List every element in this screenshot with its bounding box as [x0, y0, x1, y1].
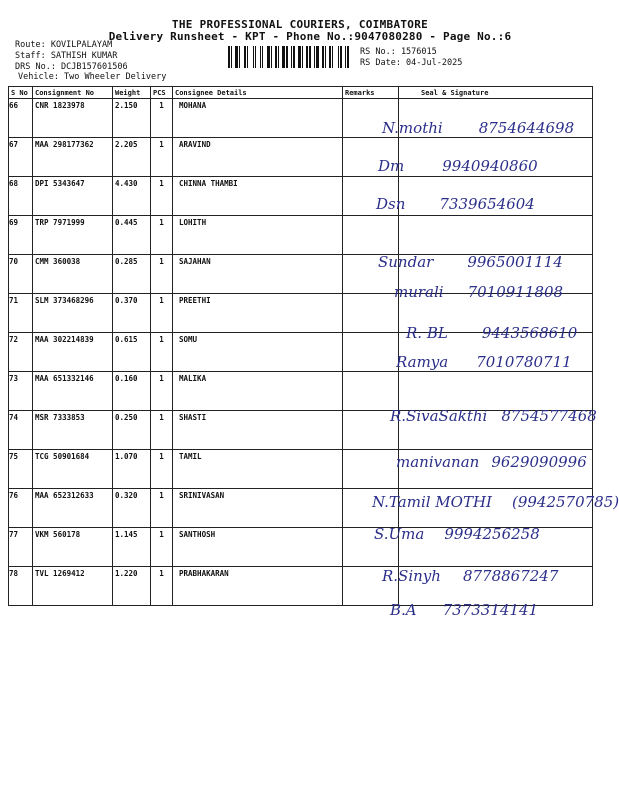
cell-pcs: 1: [151, 411, 173, 450]
cell-remarks: [343, 177, 399, 216]
cell-weight: 0.370: [113, 294, 151, 333]
cell-consignment: MAA 302214839: [33, 333, 113, 372]
cell-consignment: CNR 1823978: [33, 99, 113, 138]
cell-pcs: 1: [151, 567, 173, 606]
cell-consignee: MALIKA: [173, 372, 343, 411]
table-row: [9, 333, 593, 372]
cell-remarks: [343, 450, 399, 489]
cell-consignee: SOMU: [173, 333, 343, 372]
cell-consignee: SRINIVASAN: [173, 489, 343, 528]
cell-remarks: [343, 99, 399, 138]
col-consignment: Consignment No: [33, 87, 113, 99]
cell-pcs: 1: [151, 255, 173, 294]
cell-weight: 0.250: [113, 411, 151, 450]
cell-weight: 0.445: [113, 216, 151, 255]
cell-consignee: ARAVIND: [173, 138, 343, 177]
route-label: Route: KOVILPALAYAM: [15, 40, 113, 50]
cell-consignee: TAMIL: [173, 450, 343, 489]
cell-remarks: [343, 528, 399, 567]
cell-consignment: TRP 7971999: [33, 216, 113, 255]
cell-signature: [399, 567, 593, 606]
cell-remarks: [343, 138, 399, 177]
company-name: THE PROFESSIONAL COURIERS, COIMBATORE: [171, 18, 429, 31]
cell-sno: 71: [9, 294, 33, 333]
table-row: [9, 255, 593, 294]
cell-sno: 67: [9, 138, 33, 177]
cell-signature: [399, 138, 593, 177]
signature-phone: 9629090996: [491, 453, 587, 471]
cell-consignment: TVL 1269412: [33, 567, 113, 606]
cell-signature: [399, 411, 593, 450]
table-row: [9, 567, 593, 606]
cell-weight: 4.430: [113, 177, 151, 216]
cell-pcs: 1: [151, 99, 173, 138]
signature-phone: (9942570785): [511, 493, 619, 511]
cell-consignment: DPI 5343647: [33, 177, 113, 216]
rs-number: RS No.: 1576015: [360, 47, 437, 57]
cell-weight: 2.150: [113, 99, 151, 138]
signature-name: murali: [394, 283, 444, 301]
cell-signature: [399, 489, 593, 528]
table-row: [9, 411, 593, 450]
signature-phone: 9940940860: [442, 157, 538, 175]
signature-name: R.SivaSakthi: [390, 407, 488, 425]
table-row: [9, 528, 593, 567]
cell-sno: 76: [9, 489, 33, 528]
cell-sno: 78: [9, 567, 33, 606]
col-consignee: Consignee Details: [173, 87, 343, 99]
signature-name: N.mothi: [382, 119, 443, 137]
cell-pcs: 1: [151, 177, 173, 216]
signature-phone: 9443568610: [481, 324, 578, 342]
cell-consignee: CHINNA THAMBI: [173, 177, 343, 216]
col-signature: Seal & Signature: [399, 87, 593, 99]
signature-name: B.A: [390, 601, 417, 619]
vehicle-label: Vehicle: Two Wheeler Delivery: [18, 72, 167, 82]
cell-pcs: 1: [151, 528, 173, 567]
signature-phone: 7010780711: [476, 353, 572, 371]
col-remarks: Remarks: [343, 87, 399, 99]
signature-phone: 7010911808: [467, 283, 564, 301]
col-sno: S No: [9, 87, 33, 99]
col-pcs: PCS: [151, 87, 173, 99]
cell-pcs: 1: [151, 138, 173, 177]
cell-consignee: SANTHOSH: [173, 528, 343, 567]
signature-phone: 8754644698: [478, 119, 575, 137]
signature-phone: 9994256258: [444, 525, 540, 543]
signature-name: S.Uma: [374, 525, 425, 543]
cell-signature: [399, 177, 593, 216]
cell-signature: [399, 450, 593, 489]
signature-name: Sundar: [378, 253, 434, 271]
table-header-row: [9, 87, 593, 99]
cell-weight: 1.145: [113, 528, 151, 567]
cell-consignment: CMM 360038: [33, 255, 113, 294]
cell-pcs: 1: [151, 333, 173, 372]
cell-sno: 77: [9, 528, 33, 567]
signature-name: Ramya: [396, 353, 449, 371]
cell-weight: 2.205: [113, 138, 151, 177]
cell-remarks: [343, 294, 399, 333]
rs-date: RS Date: 04-Jul-2025: [360, 58, 463, 68]
table-row: [9, 489, 593, 528]
cell-pcs: 1: [151, 489, 173, 528]
signature-name: Dsn: [376, 195, 406, 213]
signature-phone: 7373314141: [442, 601, 539, 619]
cell-remarks: [343, 216, 399, 255]
drs-label: DRS No.: DCJB157601506: [15, 62, 128, 72]
cell-sno: 75: [9, 450, 33, 489]
signature-name: manivanan: [396, 453, 480, 471]
cell-consignee: SHASTI: [173, 411, 343, 450]
signature-name: R.Sinyh: [382, 567, 441, 585]
cell-consignee: MOHANA: [173, 99, 343, 138]
cell-remarks: [343, 255, 399, 294]
cell-weight: 1.070: [113, 450, 151, 489]
table-row: [9, 177, 593, 216]
cell-pcs: 1: [151, 216, 173, 255]
table-row: [9, 216, 593, 255]
cell-weight: 1.220: [113, 567, 151, 606]
cell-weight: 0.160: [113, 372, 151, 411]
signature-name: R. BL: [406, 324, 448, 342]
cell-remarks: [343, 333, 399, 372]
cell-signature: [399, 216, 593, 255]
cell-sno: 74: [9, 411, 33, 450]
barcode-image: [228, 46, 354, 68]
table-row: [9, 372, 593, 411]
cell-signature: [399, 99, 593, 138]
cell-consignment: MAA 298177362: [33, 138, 113, 177]
table-row: [9, 138, 593, 177]
signature-name: N.Tamil MOTHI: [372, 493, 492, 511]
cell-consignee: SAJAHAN: [173, 255, 343, 294]
runsheet-title: Delivery Runsheet - KPT - Phone No.:9047080280 - Page No.:6: [108, 30, 512, 43]
cell-sno: 70: [9, 255, 33, 294]
cell-signature: [399, 255, 593, 294]
table-row: [9, 99, 593, 138]
cell-remarks: [343, 411, 399, 450]
cell-consignment: MAA 652312633: [33, 489, 113, 528]
table-row: [9, 294, 593, 333]
cell-consignee: PRABHAKARAN: [173, 567, 343, 606]
cell-weight: 0.285: [113, 255, 151, 294]
cell-weight: 0.320: [113, 489, 151, 528]
cell-pcs: 1: [151, 372, 173, 411]
runsheet-table: [8, 86, 593, 606]
signature-phone: 9965001114: [467, 253, 563, 271]
cell-signature: [399, 294, 593, 333]
cell-sno: 66: [9, 99, 33, 138]
cell-pcs: 1: [151, 450, 173, 489]
table-row: [9, 450, 593, 489]
cell-consignment: MAA 651332146: [33, 372, 113, 411]
cell-sno: 72: [9, 333, 33, 372]
cell-signature: [399, 372, 593, 411]
cell-remarks: [343, 567, 399, 606]
cell-pcs: 1: [151, 294, 173, 333]
cell-consignment: TCG 50901684: [33, 450, 113, 489]
cell-consignment: MSR 7333853: [33, 411, 113, 450]
cell-sno: 73: [9, 372, 33, 411]
cell-remarks: [343, 372, 399, 411]
signature-phone: 8778867247: [462, 567, 559, 585]
cell-consignee: PREETHI: [173, 294, 343, 333]
cell-consignment: VKM 560178: [33, 528, 113, 567]
cell-consignment: SLM 373468296: [33, 294, 113, 333]
signature-phone: 8754577468: [501, 407, 597, 425]
signature-phone: 7339654604: [439, 195, 535, 213]
cell-sno: 68: [9, 177, 33, 216]
cell-weight: 0.615: [113, 333, 151, 372]
signature-name: Dm: [378, 157, 405, 175]
cell-remarks: [343, 489, 399, 528]
staff-label: Staff: SATHISH KUMAR: [15, 51, 118, 61]
cell-sno: 69: [9, 216, 33, 255]
cell-signature: [399, 528, 593, 567]
col-weight: Weight: [113, 87, 151, 99]
cell-signature: [399, 333, 593, 372]
cell-consignee: LOHITH: [173, 216, 343, 255]
